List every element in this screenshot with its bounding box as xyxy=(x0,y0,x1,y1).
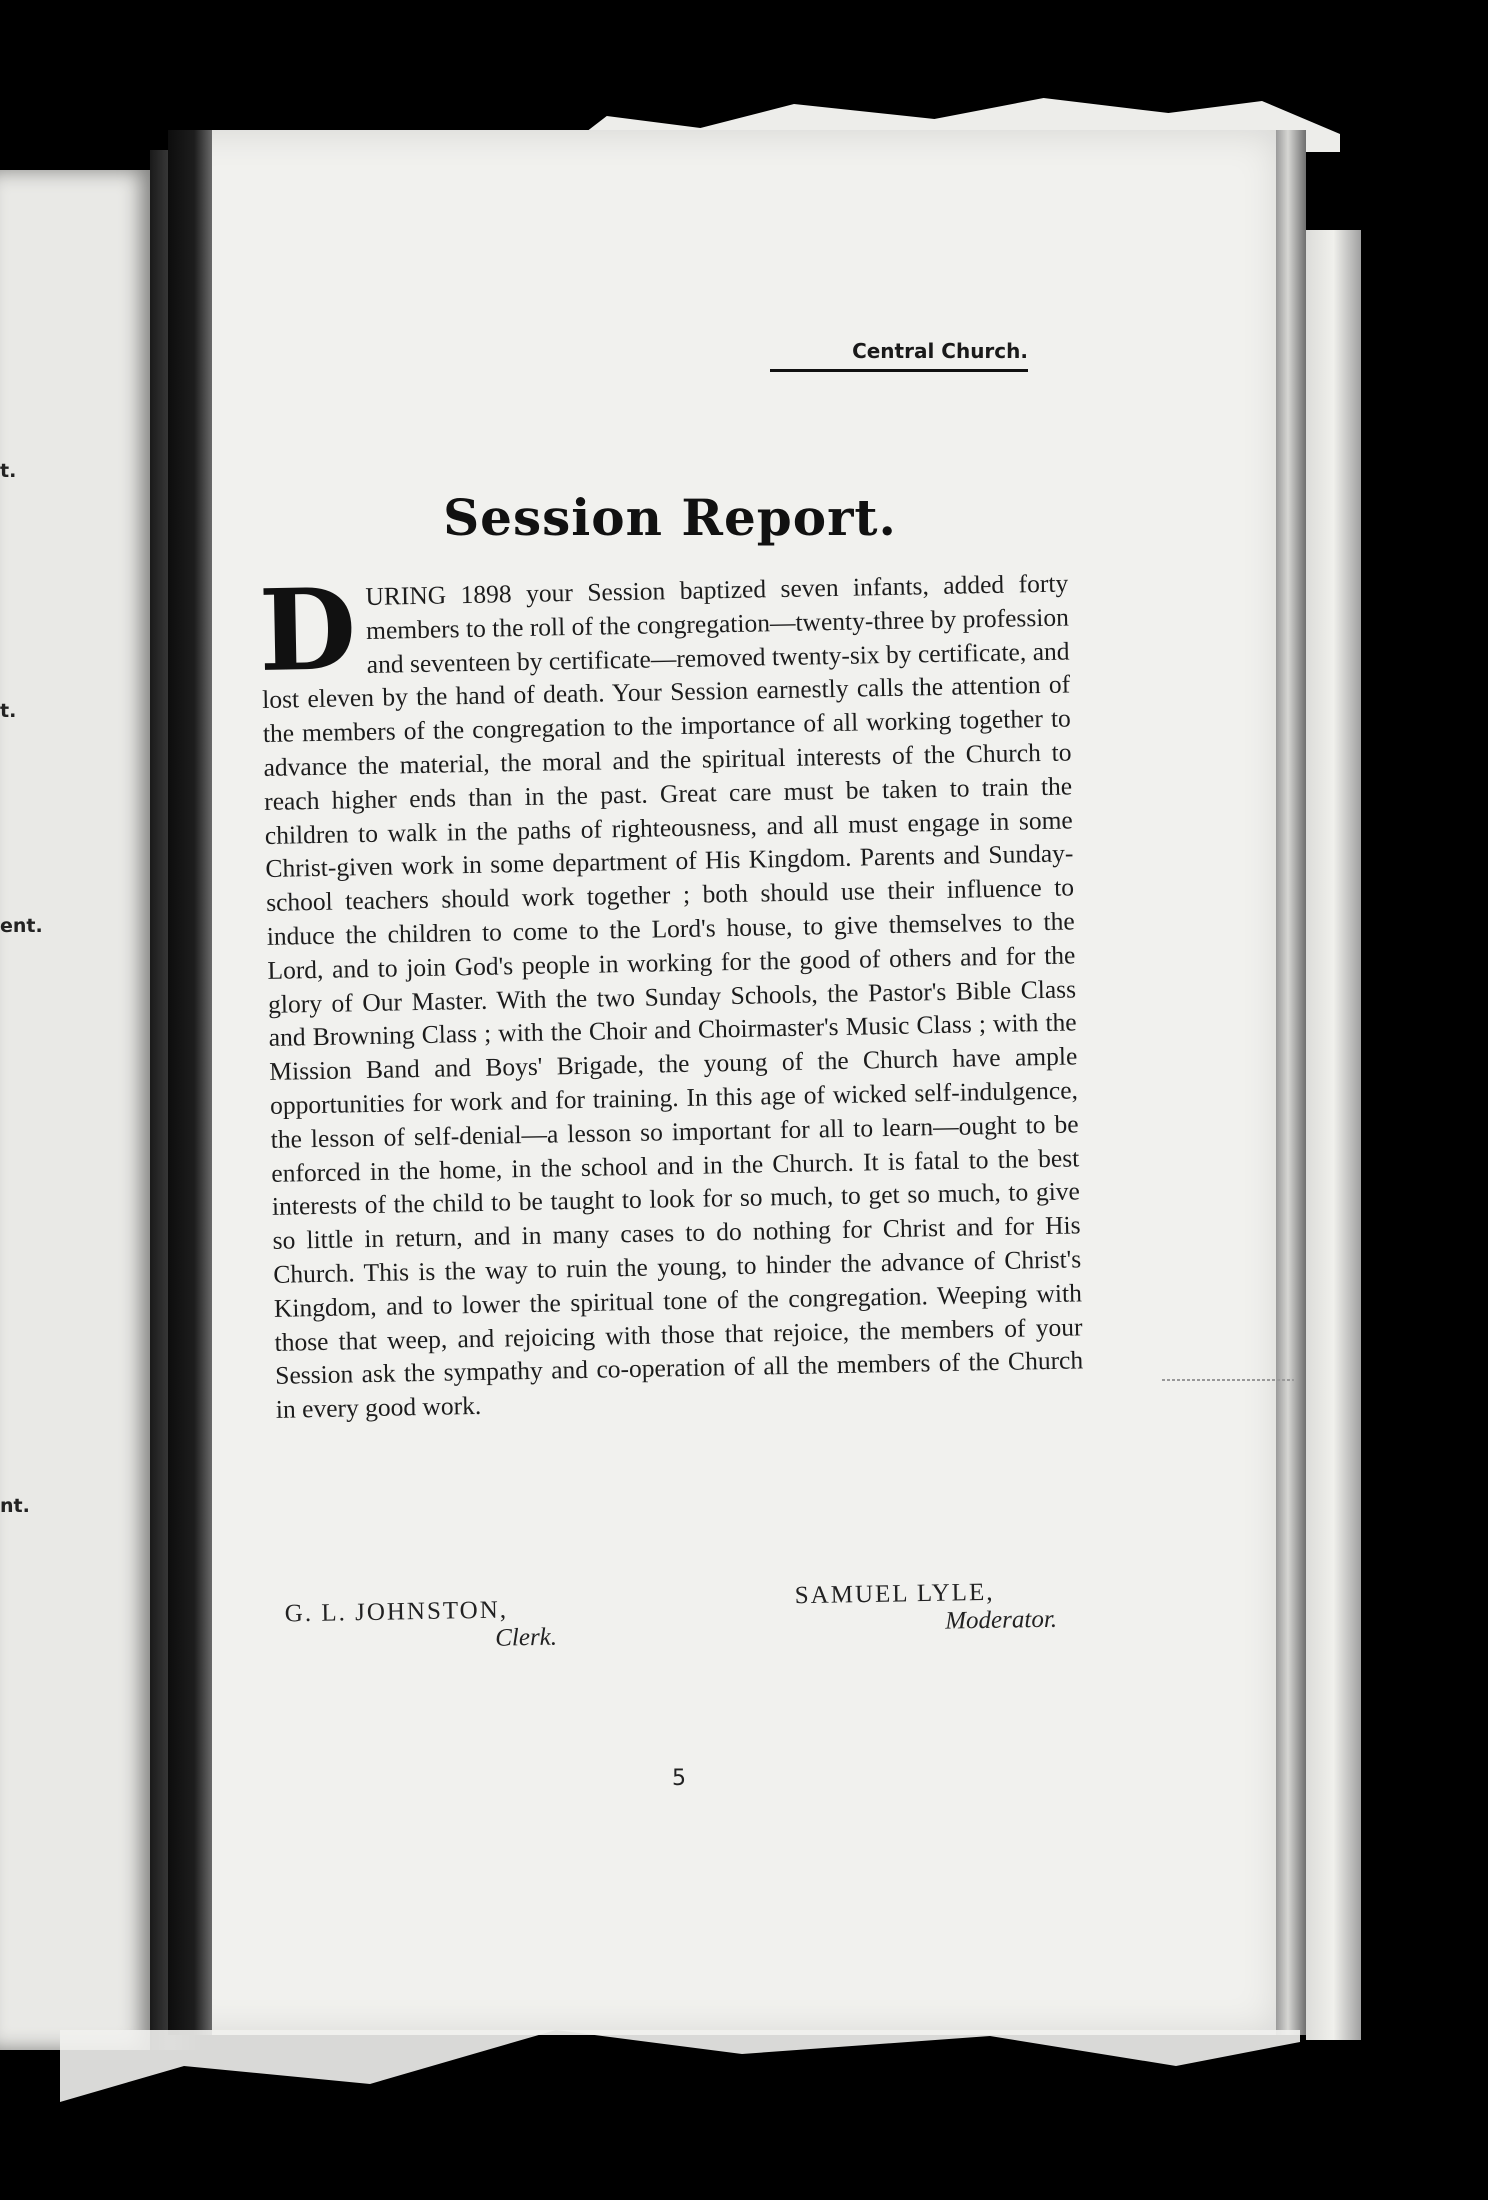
page-number: 5 xyxy=(672,1766,686,1791)
left-page-fragment: t. xyxy=(0,700,17,722)
page-title: Session Report. xyxy=(443,488,897,547)
torn-bottom-edge xyxy=(60,2030,1300,2150)
page-spine-shadow xyxy=(168,130,212,2035)
report-body xyxy=(257,564,1084,1426)
page-edge-outer xyxy=(1306,230,1361,2040)
left-page-fragment: ent. xyxy=(0,915,43,937)
clerk-role: Clerk. xyxy=(494,1623,558,1652)
report-paragraph: URING 1898 your Session baptized seven infants, added forty members to the roll of the congregation—twenty-three by profession and seventeen by certificate—removed twenty-six by certificate, and lost eleven by the hand of death. Your Session earnestly calls the attention of the members of the congregation to the importance of all working together to advance the material, the moral and the spiritual interests of the Church to reach higher ends than in the past. Great care must be taken to train the children to walk in the paths of righteousness, and all must engage in some Christ-given work in some department of His Kingdom. Parents and Sunday-school teachers should work together ; both should use their influence to induce the children to come to the Lord's house, to give themselves to the Lord, and to join God's people in working for the good of others and for the glory of Our Master. With the two Sunday Schools, the Pastor's Bible Class and Browning Class ; with the Choir and Choirmaster's Music Class ; with the Mission Band and Boys' Brigade, the young of the Church have ample opportunities for work and for training. In this age of wicked self-indulgence, the lesson of self-denial—a lesson so important for all to learn—ought to be enforced in the home, in the school and in the Church. It is fatal to the best interests of the child to be taught to look for so much, to get so much, to give so little in return, and in many cases to do nothing for Christ and for His Church. This is the way to ruin the young, to hinder the advance of Christ's Kingdom, and to lower the spiritual tone of the congregation. Weeping with those that weep, and rejoicing with those that rejoice, the members of your Session ask the sympathy and co-operation of all the members of the Church in every good work. xyxy=(261,568,1084,1424)
left-page-fragment: t. xyxy=(0,460,17,482)
running-header: Central Church. xyxy=(770,339,1028,372)
clerk-name: G. L. JOHNSTON, xyxy=(284,1596,509,1628)
signature-moderator xyxy=(795,1578,1058,1639)
left-page-fragment: nt. xyxy=(0,1495,30,1517)
stray-mark xyxy=(1162,1379,1294,1381)
moderator-name: SAMUEL LYLE, xyxy=(794,1578,995,1610)
left-facing-page xyxy=(0,170,155,2050)
drop-cap: D xyxy=(257,564,358,698)
moderator-role: Moderator. xyxy=(944,1605,1058,1635)
signature-clerk xyxy=(285,1596,558,1657)
page-edge xyxy=(1276,130,1306,2035)
